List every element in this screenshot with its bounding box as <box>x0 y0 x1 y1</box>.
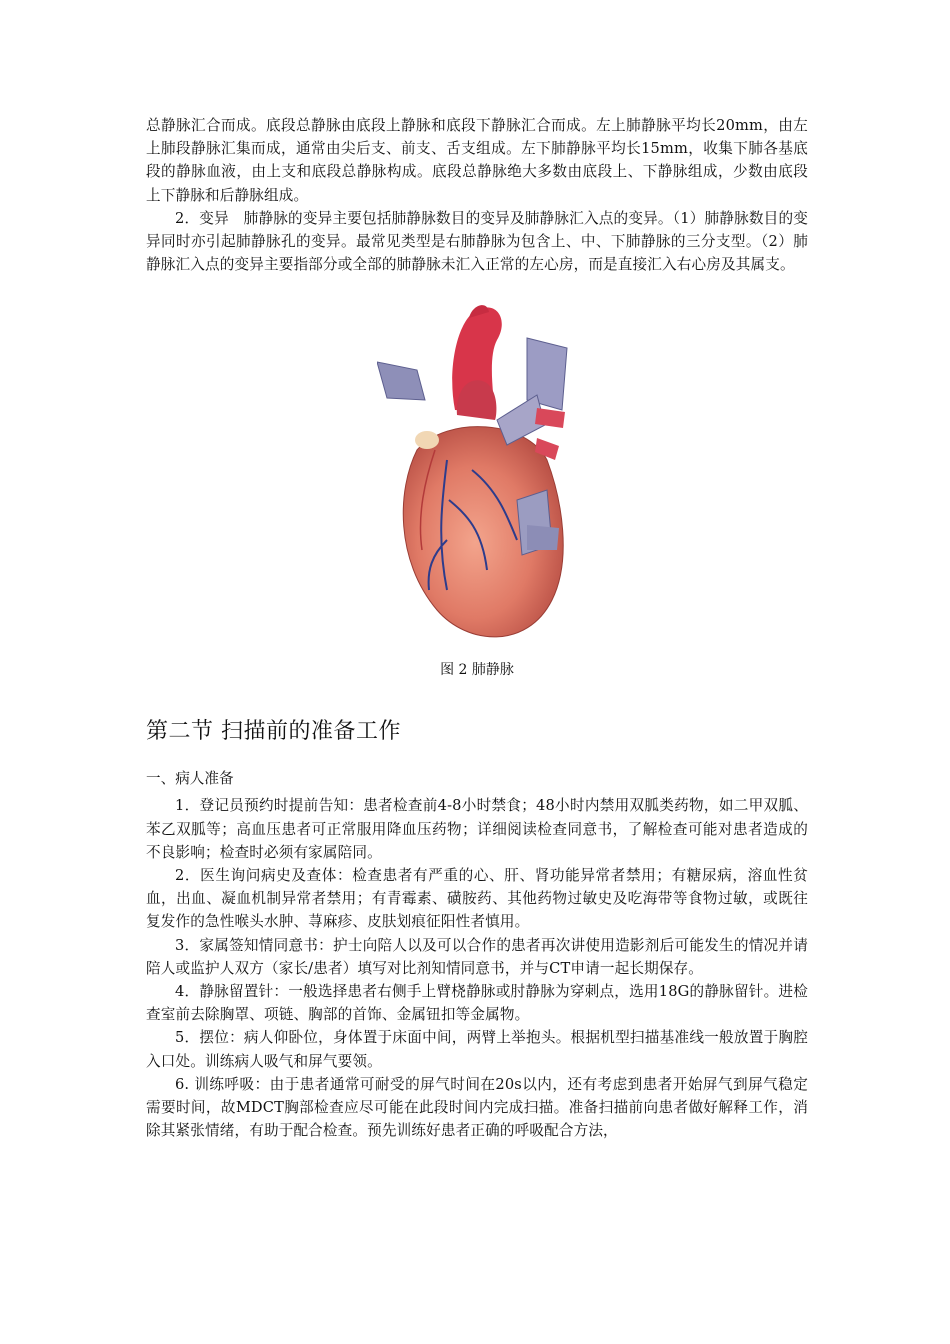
figure-caption: 图 2 肺静脉 <box>440 662 514 679</box>
intro-paragraph-2: 2．变异 肺静脉的变异主要包括肺静脉数目的变异及肺静脉汇入点的变异。（1）肺静脉数目的变异同时亦引起肺静脉孔的变异。最常见类型是右肺静脉为包含上、中、下肺静脉的三分支型。（2）肺静脉汇入点的变异主要指部分或全部的肺静脉未汇入正常的左心房，而是直接汇入右心房及其属支。 <box>146 209 808 274</box>
prep-item-5: 5．摆位：病人仰卧位，身体置于床面中间，两臂上举抱头。根据机型扫描基准线一般放置于胸腔入口处。训练病人吸气和屏气要领。 <box>146 1029 808 1070</box>
prep-item-3: 3．家属签知情同意书：护士向陪人以及可以合作的患者再次讲使用造影剂后可能发生的情况并请陪人或监护人双方（家长/患者）填写对比剂知情同意书，并与CT申请一起长期保存。 <box>146 936 808 977</box>
prep-item-1: 1．登记员预约时提前告知：患者检查前4-8小时禁食；48小时内禁用双胍类药物，如二甲双胍、苯乙双胍等；高血压患者可正常服用降血压药物；详细阅读检查同意书，了解检查可能对患者造成的不良影响；检查时必须有家属陪同。 <box>146 797 808 861</box>
subheading-patient-prep: 一、病人准备 <box>146 770 234 788</box>
prep-item-6: 6. 训练呼吸：由于患者通常可耐受的屏气时间在20s以内，还有考虑到患者开始屏气到屏气稳定需要时间，故MDCT胸部检查应尽可能在此段时间内完成扫描。准备扫描前向患者做好解释工作，消除其紧张情绪，有助于配合检查。预先训练好患者正确的呼吸配合方法， <box>146 1075 808 1140</box>
figure-pulmonary-veins <box>146 300 808 680</box>
page-content <box>146 114 808 1142</box>
heart-illustration <box>377 300 577 652</box>
section-title: 第二节 扫描前的准备工作 <box>146 719 401 745</box>
prep-item-4: 4．静脉留置针：一般选择患者右侧手上臂桡静脉或肘静脉为穿刺点，选用18G的静脉留针。进检查室前去除胸罩、项链、胸部的首饰、金属钮扣等金属物。 <box>146 983 808 1024</box>
prep-item-2: 2．医生询问病史及查体：检查患者有严重的心、肝、肾功能异常者禁用；有糖尿病，溶血性贫血，出血、凝血机制异常者禁用；有青霉素、磺胺药、其他药物过敏史及吃海带等食物过敏，或既往复发作的急性喉头水肿、荨麻疹、皮肤划痕征阳性者慎用。 <box>146 867 808 931</box>
intro-paragraph-1: 总静脉汇合而成。底段总静脉由底段上静脉和底段下静脉汇合而成。左上肺静脉平均长20mm，由左上肺段静脉汇集而成，通常由尖后支、前支、舌支组成。左下肺静脉平均长15mm，收集下肺各基底段的静脉血液，由上支和底段总静脉构成。底段总静脉绝大多数由底段上、下静脉组成，少数由底段上下静脉和后静脉组成。 <box>146 117 808 204</box>
